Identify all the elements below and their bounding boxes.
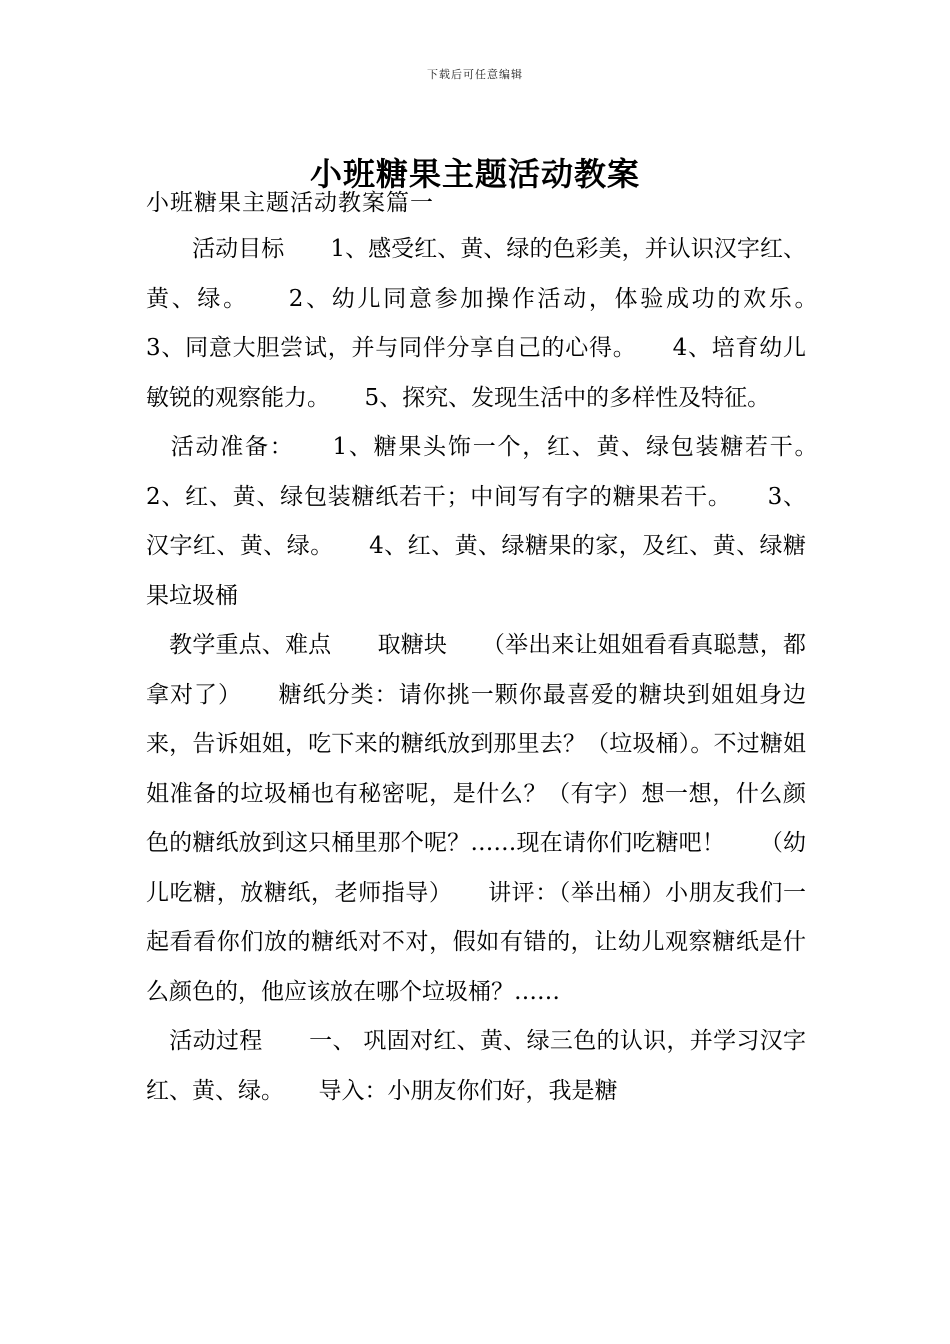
paragraph-activity-goals: 活动目标 1、感受红、黄、绿的色彩美，并认识汉字红、黄、绿。 2、幼儿同意参加操作活动，体验成功的欢乐。 3、同意大胆尝试，并与同伴分享自己的心得。 4、培育幼儿敏锐的观察能力。 5、探究、发现生活中的多样性及特征。 bbox=[146, 236, 852, 411]
document-body bbox=[146, 225, 852, 1116]
paragraph-teaching-focus: 教学重点、难点 取糖块 （举出来让姐姐看看真聪慧，都拿对了） 糖纸分类：请你挑一颗你最喜爱的糖块到姐姐身边来，告诉姐姐，吃下来的糖纸放到那里去？（垃圾桶）。不过糖姐姐准备的垃圾桶也有秘密呢，是什么？（有字）想一想，什么颜色的糖纸放到这只桶里那个呢？……现在请你们吃糖吧！ （幼儿吃糖，放糖纸，老师指导） 讲评：（举出桶）小朋友我们一起看看你们放的糖纸对不对，假如有错的，让幼儿观察糖纸是什么颜色的，他应该放在哪个垃圾桶？…… bbox=[146, 632, 806, 1005]
page-header-note: 下载后可任意编辑 bbox=[427, 68, 523, 81]
paragraph-activity-process: 活动过程 一、 巩固对红、黄、绿三色的认识，并学习汉字红、黄、绿。 导入：小朋友你们好，我是糖 bbox=[146, 1028, 806, 1104]
paragraph-activity-preparation: 活动准备： 1、糖果头饰一个，红、黄、绿包装糖若干。 2、红、黄、绿包装糖纸若干；中间写有字的糖果若干。 3、汉字红、黄、绿。 4、红、黄、绿糖果的家，及红、黄、绿糖果垃圾桶 bbox=[146, 434, 852, 609]
document-title: 小班糖果主题活动教案 bbox=[309, 155, 640, 194]
document-subtitle: 小班糖果主题活动教案篇一 bbox=[146, 190, 434, 216]
